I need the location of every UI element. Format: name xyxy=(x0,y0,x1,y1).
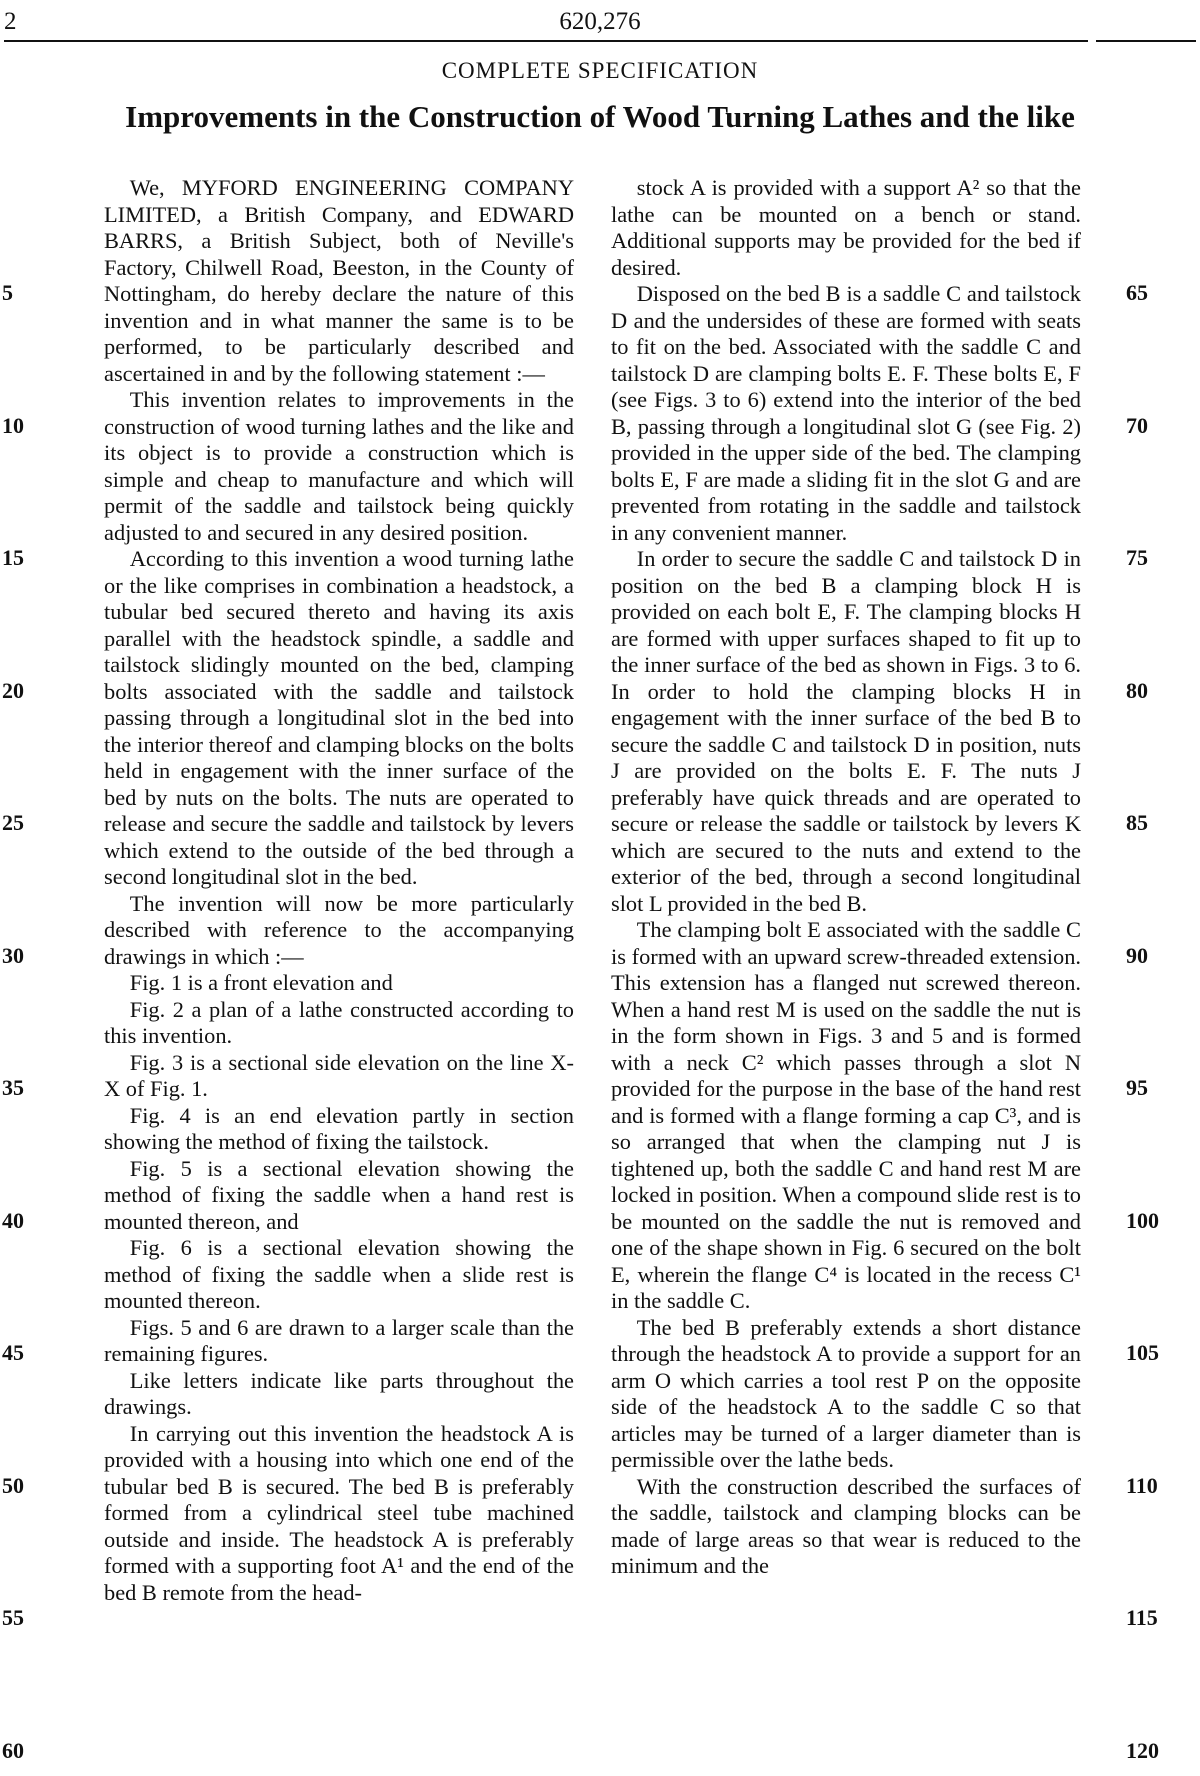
line-number: 55 xyxy=(2,1605,24,1630)
paragraph: In order to secure the saddle C and tailstock D in position on the bed B a clamping block H is provided on each bolt E, F. The clamping blocks H are formed with upper surfaces shaped to fit up to the inner surface of the bed as shown in Figs. 3 to 6. In order to hold the clamping blocks H in engagement with the inner surface of the bed B to secure the saddle C and tailstock D in position, nuts J are provided on the bolts E. F. The nuts J preferably have quick threads and are operated to secure or release the saddle or tailstock by levers K which are secured to the nuts and extend to the exterior of the bed, through a second longitudinal slot L provided in the bed B. xyxy=(611,546,1081,916)
line-number: 15 xyxy=(2,545,24,570)
line-number: 120 xyxy=(1126,1737,1159,1763)
line-number: 40 xyxy=(2,1207,24,1233)
paragraph: Like letters indicate like parts throughout the drawings. xyxy=(104,1367,574,1419)
line-number: 100 xyxy=(1126,1207,1159,1233)
line-number: 60 xyxy=(2,1737,24,1763)
paragraph: The bed B preferably extends a short distance through the headstock A to provide a support for an arm O which carries a tool rest P on the opposite side of the headstock A to the saddle C so that articles may be turned of a larger diameter than is permissible over the lathe beds. xyxy=(611,1314,1081,1472)
document-title: Improvements in the Construction of Wood Turning Lathes and the like xyxy=(125,99,1075,134)
line-number: 85 xyxy=(1126,810,1148,835)
header-rule-right xyxy=(1096,40,1196,42)
line-number: 20 xyxy=(2,677,24,703)
left-column xyxy=(104,175,574,1606)
header-rule-left xyxy=(4,40,1088,42)
paragraph: Figs. 5 and 6 are drawn to a larger scale than the remaining figures. xyxy=(104,1314,574,1366)
line-number: 70 xyxy=(1126,412,1148,438)
line-number: 80 xyxy=(1126,677,1148,703)
line-number: 5 xyxy=(2,280,13,305)
line-number: 25 xyxy=(2,810,24,835)
line-number: 75 xyxy=(1126,545,1148,570)
page-header xyxy=(0,6,1200,40)
line-number: 35 xyxy=(2,1075,24,1100)
patent-number: 620,276 xyxy=(559,8,641,35)
paragraph: Fig. 5 is a sectional elevation showing the method of fixing the saddle when a hand rest is mounted thereon, and xyxy=(104,1155,574,1234)
paragraph: Disposed on the bed B is a saddle C and tailstock D and the undersides of these are formed with seats to fit on the bed. Associated with the saddle C and tailstock D are clamping bolts E. F. These bolts E, F (see Figs. 3 to 6) extend into the interior of the bed B, passing through a longitudinal slot G (see Fig. 2) provided in the upper side of the bed. The clamping bolts E, F are made a sliding fit in the slot G and are prevented from rotating in the saddle and tailstock in any convenient manner. xyxy=(611,281,1081,545)
paragraph: stock A is provided with a support A² so that the lathe can be mounted on a bench or stand. Additional supports may be provided for the bed if desired. xyxy=(611,175,1081,280)
line-number: 110 xyxy=(1126,1472,1158,1498)
right-column xyxy=(611,175,1081,1580)
paragraph: Fig. 2 a plan of a lathe constructed according to this invention. xyxy=(104,996,574,1048)
line-number: 45 xyxy=(2,1340,24,1365)
paragraph: Fig. 6 is a sectional elevation showing the method of fixing the saddle when a slide rest is mounted thereon. xyxy=(104,1235,574,1313)
line-number: 105 xyxy=(1126,1340,1159,1365)
paragraph: Fig. 4 is an end elevation partly in section showing the method of fixing the tailstock. xyxy=(104,1102,574,1154)
paragraph: With the construction described the surfaces of the saddle, tailstock and clamping blocks can be made of large areas so that wear is reduced to the minimum and the xyxy=(611,1473,1081,1578)
line-number: 10 xyxy=(2,412,24,438)
paragraph: The clamping bolt E associated with the saddle C is formed with an upward screw-threaded extension. This extension has a flanged nut screwed thereon. When a hand rest M is used on the saddle the nut is in the form shown in Figs. 3 and 5 and is formed with a neck C² which passes through a slot N provided for the purpose in the base of the hand rest and is formed with a flange forming a cap C³, and is so arranged that when the clamping nut J is tightened up, both the saddle C and hand rest M are locked in position. When a compound slide rest is to be mounted on the saddle the nut is removed and one of the shape shown in Fig. 6 secured on the bolt E, wherein the flange C⁴ is located in the recess C¹ in the saddle C. xyxy=(611,917,1081,1313)
line-number: 30 xyxy=(2,942,24,968)
paragraph: Fig. 1 is a front elevation and xyxy=(129,970,393,995)
paragraph: The invention will now be more particularly described with reference to the accompanying drawings in which :— xyxy=(104,890,574,969)
line-number: 95 xyxy=(1126,1075,1148,1100)
paragraph: This invention relates to improvements in the construction of wood turning lathes and the like and its object is to provide a construction which is simple and cheap to manufacture and which will permit of the saddle and tailstock being quickly adjusted to and secured in any desired position. xyxy=(104,387,574,545)
line-number: 50 xyxy=(2,1472,24,1498)
paragraph: According to this invention a wood turning lathe or the like comprises in combination a headstock, a tubular bed secured thereto and having its axis parallel with the headstock spindle, a saddle and tailstock slidingly mounted on the bed, clamping bolts associated with the saddle and tailstock passing through a longitudinal slot in the bed into the interior thereof and clamping blocks on the bolts held in engagement with the inner surface of the bed by nuts on the bolts. The nuts are operated to release and secure the saddle and tailstock by levers which extend to the outside of the bed through a second longitudinal slot in the bed. xyxy=(104,546,574,889)
page-number: 2 xyxy=(4,8,17,35)
section-heading: COMPLETE SPECIFICATION xyxy=(441,58,759,83)
paragraph: In carrying out this invention the headstock A is provided with a housing into which one end of the tubular bed B is secured. The bed B is preferably formed from a cylindrical steel tube machined outside and inside. The headstock A is preferably formed with a supporting foot A¹ and the end of the bed B remote from the head- xyxy=(104,1420,574,1605)
line-number: 115 xyxy=(1126,1605,1158,1630)
line-number: 90 xyxy=(1126,942,1148,968)
line-number: 65 xyxy=(1126,280,1148,305)
paragraph: Fig. 3 is a sectional side elevation on the line X-X of Fig. 1. xyxy=(104,1049,574,1101)
paragraph: We, MYFORD ENGINEERING COMPANY LIMITED, a British Company, and EDWARD BARRS, a British Subject, both of Neville's Factory, Chilwell Road, Beeston, in the County of Nottingham, do hereby declare the nature of this invention and in what manner the same is to be performed, to be particularly described and ascertained in and by the following statement :— xyxy=(104,175,574,386)
